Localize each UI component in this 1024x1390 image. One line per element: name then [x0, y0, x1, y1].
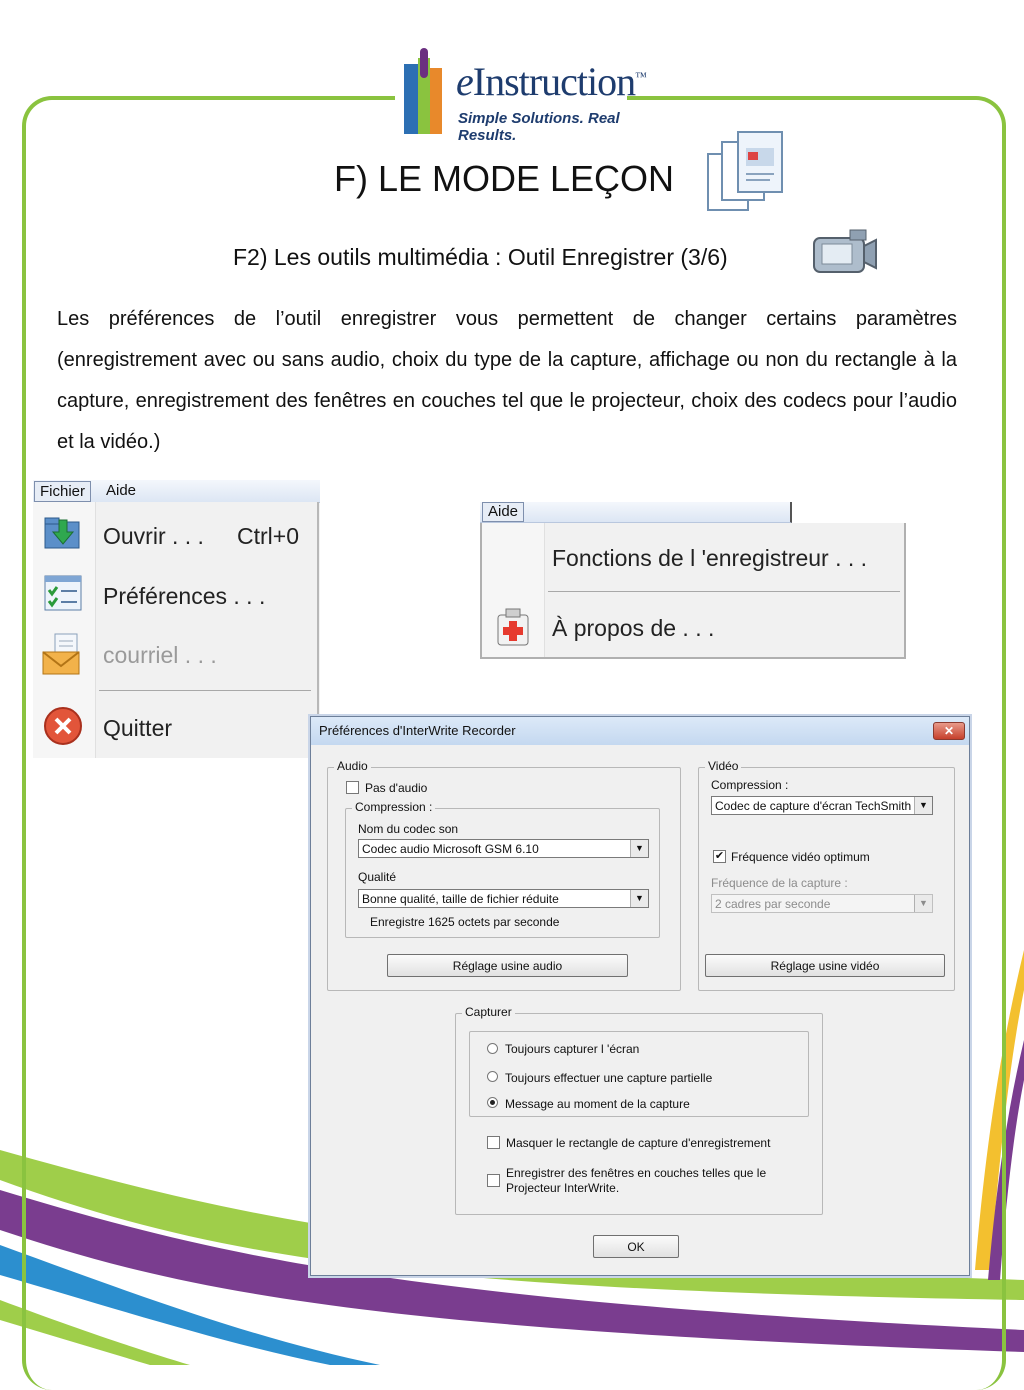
layered-windows-label-line2: Projecteur InterWrite. [506, 1181, 620, 1195]
chevron-down-icon: ▼ [630, 890, 648, 907]
video-legend: Vidéo [705, 759, 741, 773]
capture-legend: Capturer [462, 1005, 515, 1019]
capture-frequency-select[interactable] [711, 894, 933, 913]
file-menu-screenshot [33, 480, 320, 758]
close-button[interactable]: ✕ [933, 722, 965, 740]
capture-frequency-value: 2 cadres par seconde [715, 897, 831, 911]
optimum-checkbox[interactable]: ✔ [714, 850, 725, 862]
no-audio-checkbox[interactable] [346, 781, 359, 794]
video-reset-button[interactable]: Réglage usine vidéo [705, 954, 945, 977]
audio-codec-label: Nom du codec son [358, 822, 459, 836]
logo-trademark: ™ [635, 69, 646, 84]
menu-item-a-propos[interactable]: À propos de . . . [552, 615, 715, 641]
video-compression-select[interactable] [711, 796, 933, 815]
video-camera-icon [810, 228, 878, 278]
logo-brand-e: e [456, 59, 473, 104]
logo-mark-blue [404, 64, 418, 134]
hide-rectangle-checkbox[interactable] [487, 1136, 500, 1149]
logo-wordmark [456, 58, 646, 105]
page-subtitle: F2) Les outils multimédia : Outil Enregistrer (3/6) [233, 244, 728, 270]
capture-mode-label-3: Message au moment de la capture [505, 1097, 690, 1111]
video-group [698, 759, 955, 991]
video-compression-value: Codec de capture d'écran TechSmith [715, 799, 912, 813]
layered-windows-checkbox[interactable] [487, 1174, 500, 1187]
capture-mode-label-1: Toujours capturer l 'écran [505, 1042, 640, 1056]
no-audio-label: Pas d'audio [365, 781, 428, 795]
menu-aide[interactable]: Aide [106, 482, 137, 499]
menu-fichier[interactable]: Fichier [34, 481, 91, 502]
menu-item-preferences[interactable]: Préférences . . . [103, 583, 266, 609]
capture-mode-label-2: Toujours effectuer une capture partielle [505, 1071, 713, 1085]
audio-codec-select[interactable] [358, 839, 649, 858]
audio-compression-legend: Compression : [352, 800, 435, 814]
help-menu-separator [548, 591, 900, 592]
menu-item-fonctions[interactable]: Fonctions de l 'enregistreur . . . [552, 545, 868, 571]
email-icon [41, 632, 85, 676]
capture-mode-radio-3[interactable] [487, 1097, 498, 1108]
logo-mark-purple [420, 48, 428, 78]
about-icon [492, 607, 534, 649]
logo-brand-rest: Instruction [472, 59, 636, 104]
chevron-down-icon: ▼ [630, 840, 648, 857]
audio-compression-group [345, 800, 660, 938]
preferences-icon [43, 574, 83, 612]
menu-aide-selected[interactable]: Aide [482, 502, 524, 522]
video-compression-label: Compression : [711, 778, 789, 792]
shortcut-ctrl-o: Ctrl+0 [237, 523, 299, 549]
audio-reset-button[interactable]: Réglage usine audio [387, 954, 628, 977]
menu-item-quitter[interactable]: Quitter [103, 715, 173, 741]
help-menu-screenshot [480, 502, 906, 660]
layered-windows-label-line1: Enregistrer des fenêtres en couches telles que le [506, 1166, 767, 1180]
menu-item-courriel[interactable]: courriel . . . [103, 642, 217, 668]
open-folder-icon [43, 514, 83, 552]
file-menu-dropdown [33, 502, 319, 758]
quit-icon [43, 706, 83, 746]
audio-codec-value: Codec audio Microsoft GSM 6.10 [362, 842, 539, 856]
ok-button[interactable]: OK [593, 1235, 679, 1258]
optimum-label: Fréquence vidéo optimum [731, 850, 870, 864]
lesson-mode-icon [704, 130, 788, 222]
preferences-dialog [310, 716, 970, 1276]
menu-bar [33, 480, 320, 503]
dialog-title: Préférences d'InterWrite Recorder [319, 723, 516, 738]
chevron-down-icon: ▼ [914, 895, 932, 912]
audio-rate-text: Enregistre 1625 octets par seconde [370, 915, 560, 929]
menu-separator [99, 690, 311, 691]
audio-legend: Audio [334, 759, 371, 773]
audio-quality-value: Bonne qualité, taille de fichier réduite [362, 892, 559, 906]
capture-mode-radio-1[interactable] [487, 1043, 498, 1054]
capture-group [455, 1005, 823, 1215]
logo-mark-orange [430, 68, 442, 134]
audio-group [327, 759, 681, 991]
capture-mode-group [469, 1031, 809, 1117]
einstruction-logo [400, 44, 646, 144]
menu-item-ouvrir[interactable]: Ouvrir . . . [103, 523, 204, 549]
capture-frequency-label: Fréquence de la capture : [711, 876, 848, 890]
dialog-titlebar [311, 717, 969, 745]
help-menu-dropdown [480, 523, 906, 659]
logo-tagline: Simple Solutions. Real Results. [458, 110, 620, 144]
hide-rectangle-label: Masquer le rectangle de capture d'enregistrement [506, 1136, 771, 1150]
intro-paragraph: Les préférences de l’outil enregistrer vous permettent de changer certains paramètres (enregistrement avec ou sans audio, choix du type de la capture, affichage ou non du rectangle à la capture, enregistrement des fenêtres en couches tel que le projecteur, choix des codecs pour l’audio et la vidéo.) [57, 308, 957, 453]
help-menu-bar [480, 502, 792, 523]
audio-quality-select[interactable] [358, 889, 649, 908]
capture-mode-radio-2[interactable] [487, 1071, 498, 1082]
audio-quality-label: Qualité [358, 870, 397, 884]
chevron-down-icon: ▼ [914, 797, 932, 814]
page-title: F) LE MODE LEÇON [334, 158, 675, 199]
